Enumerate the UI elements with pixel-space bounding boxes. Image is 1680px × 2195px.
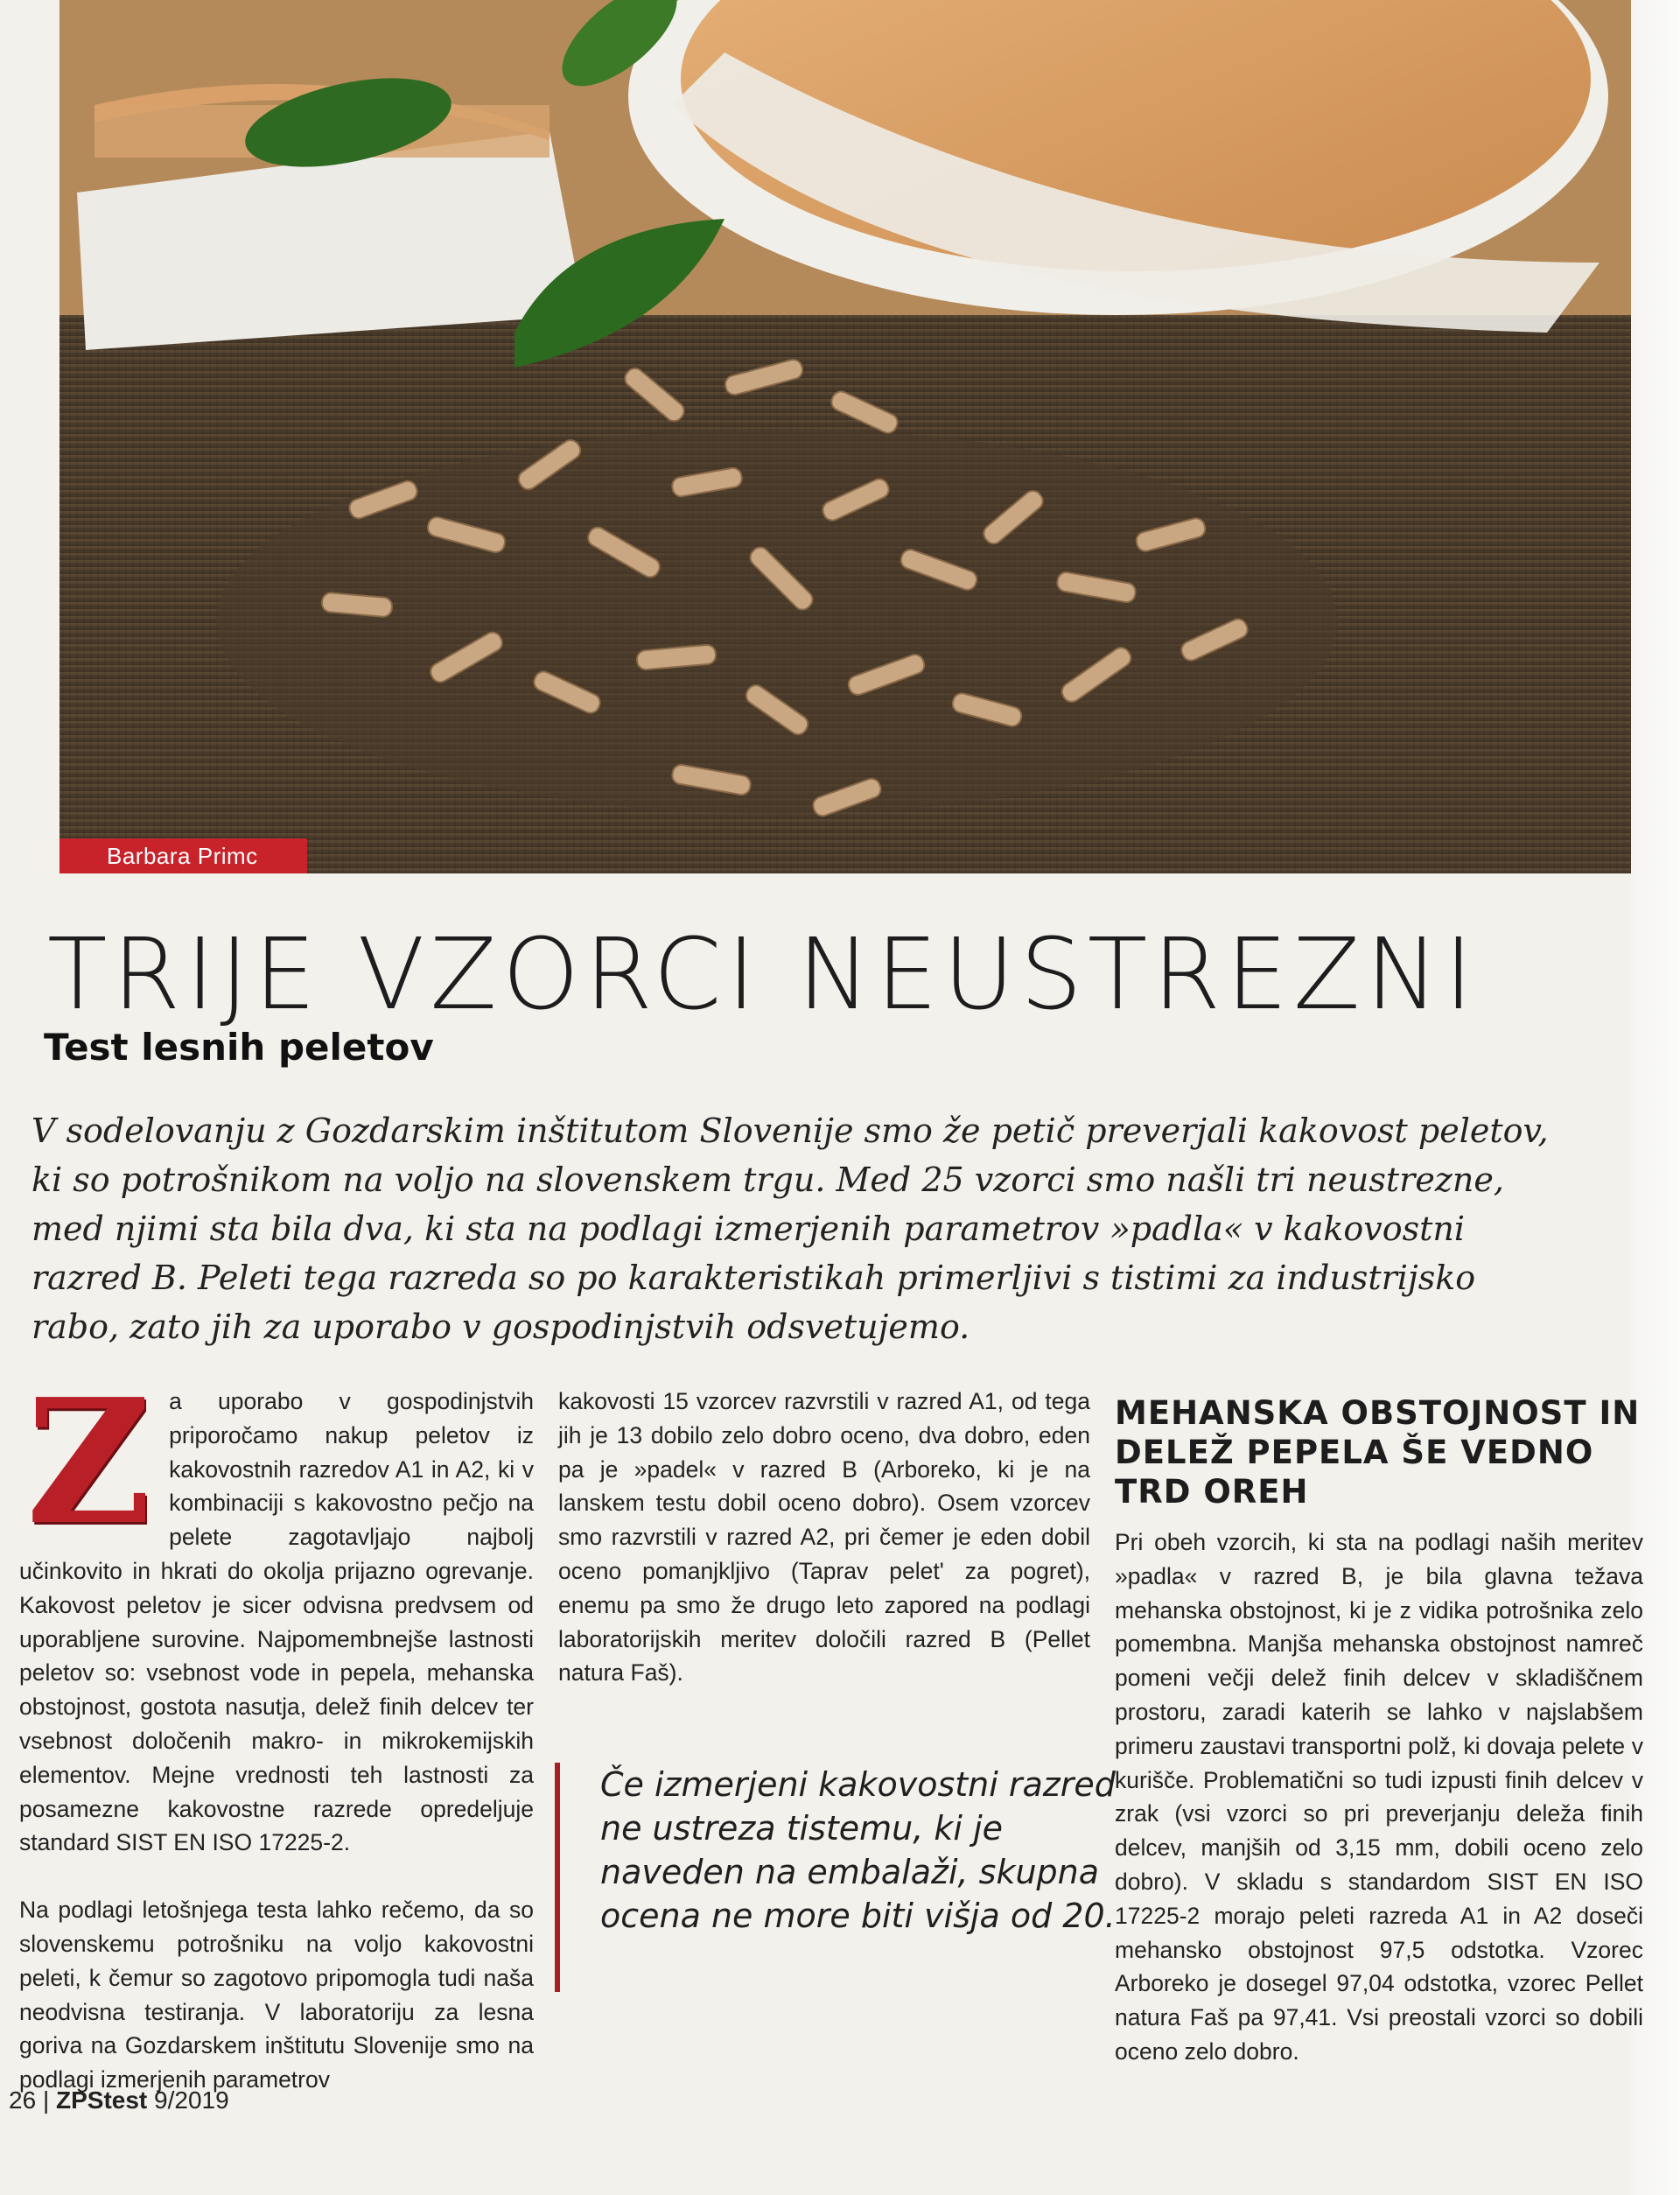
article-lead: V sodelovanju z Gozdarskim inštitutom Slovenije smo že petič preverjali kakovost peletov, ki so potrošnikom na voljo na slovenskem trgu. Med 25 vzorci smo našli tri neustrezne, med njimi sta bila dva, ki sta na podlagi izmerjenih parametrov »padla« v kakovostni razred B. Peleti tega razreda so po karakteristikah primerljivi s tistimi za industrijsko rabo, zato jih za uporabo v gospodinjstvih odsvetujemo. — [32, 1112, 1549, 1346]
article-subtitle: Test lesnih peletov — [44, 1026, 434, 1069]
sidebar-column — [1115, 1393, 1643, 2069]
photo-credit: Barbara Primc — [60, 838, 307, 873]
footer-separator: | — [42, 2086, 50, 2114]
drop-cap: Z — [26, 1362, 152, 1563]
column-1 — [19, 1362, 534, 2097]
magazine-issue: 9/2019 — [154, 2086, 229, 2114]
magazine-brand: ZPStest — [56, 2086, 148, 2114]
paragraph-intro-text: a uporabo v gospodinjstvih priporočamo nakup peletov iz kakovostnih razredov A1 in A2, ki v kombinaciji s kakovostno pečjo na pelete zagotavljajo najbolj učinkovito in hkrati do okolja prijazno ogrevanje. Kakovost peletov je sicer odvisna predvsem od uporabljene surovine. Najpomembnejše lastnosti peletov so: vsebnost vode in pepela, mehanska obstojnost, gostota nasutja, delež finih delcev ter vsebnost določenih makro- in mikrokemijskih elementov. Mejne vrednosti teh lastnosti za posamezne kakovostne razrede opredeljuje standard SIST EN ISO 17225-2. — [19, 1388, 534, 1856]
page-number: 26 — [9, 2086, 37, 2114]
wood-pellets-illustration — [60, 0, 1631, 873]
sidebar-text: Pri obeh vzorcih, ki sta na podlagi naših meritev »padla« v razred B, je bila glavna težava mehanska obstojnost, ki je z vidika potrošnika zelo pomembna. Manjša mehanska obstojnost namreč pomeni večji delež finih delcev v skladiščnem prostoru, zaradi katerih se lahko v najslabšem primeru zaustavi transportni polž, ki dovaja pelete v kurišče. Problematični so tudi izpusti finih delcev v zrak (vsi vzorci so pri preverjanju deleža finih delcev, manjših od 3,15 mm, dobili oceno zelo dobro). V skladu s standardom SIST EN ISO 17225-2 morajo peleti razreda A1 in A2 doseči mehansko obstojnost 97,5 odstotka. Vzorec Arboreko je dosegel 97,04 odstotka, vzorec Pellet natura Faš pa 97,41. Vsi preostali vzorci so dobili oceno zelo dobro. — [1115, 1529, 1643, 2065]
page-footer — [9, 2086, 229, 2114]
paragraph-results: Na podlagi letošnjega testa lahko rečemo, da so slovenskemu potrošniku na voljo kakovostni peleti, k čemur so zagotovo pripomogla tudi naša neodvisna testiranja. V laboratoriju za lesna goriva na Gozdarskem inštitutu Slovenije smo na podlagi izmerjenih parametrov — [19, 1897, 534, 2093]
paragraph-intro — [19, 1362, 534, 1860]
hero-photo — [60, 0, 1631, 873]
sidebar-heading: MEHANSKA OBSTOJNOST IN DELEŽ PEPELA ŠE VEDNO TRD OREH — [1115, 1394, 1641, 1511]
paragraph-classes: kakovosti 15 vzorcev razvrstili v razred A1, od tega jih je 13 dobilo zelo dobro oceno, dva dobro, eden pa je »padel« v razred B (Arboreko, ki je na lanskem testu dobil oceno dobro). Osem vzorcev smo razvrstili v razred A2, pri čemer je eden dobil oceno pomanjkljivo (Taprav pelet' za pogret), enemu pa smo že drugo leto zapored na podlagi laboratorijskih meritev določili razred B (Pellet natura Faš). — [558, 1388, 1090, 1687]
article-title: TRIJE VZORCI NEUSTREZNI — [47, 918, 1479, 1032]
pull-quote: Če izmerjeni kakovostni razred ne ustreza tistemu, ki je naveden na embalaži, skupna ocena ne more biti višja od 20. — [555, 1763, 1125, 1992]
column-2 — [558, 1385, 1090, 1690]
